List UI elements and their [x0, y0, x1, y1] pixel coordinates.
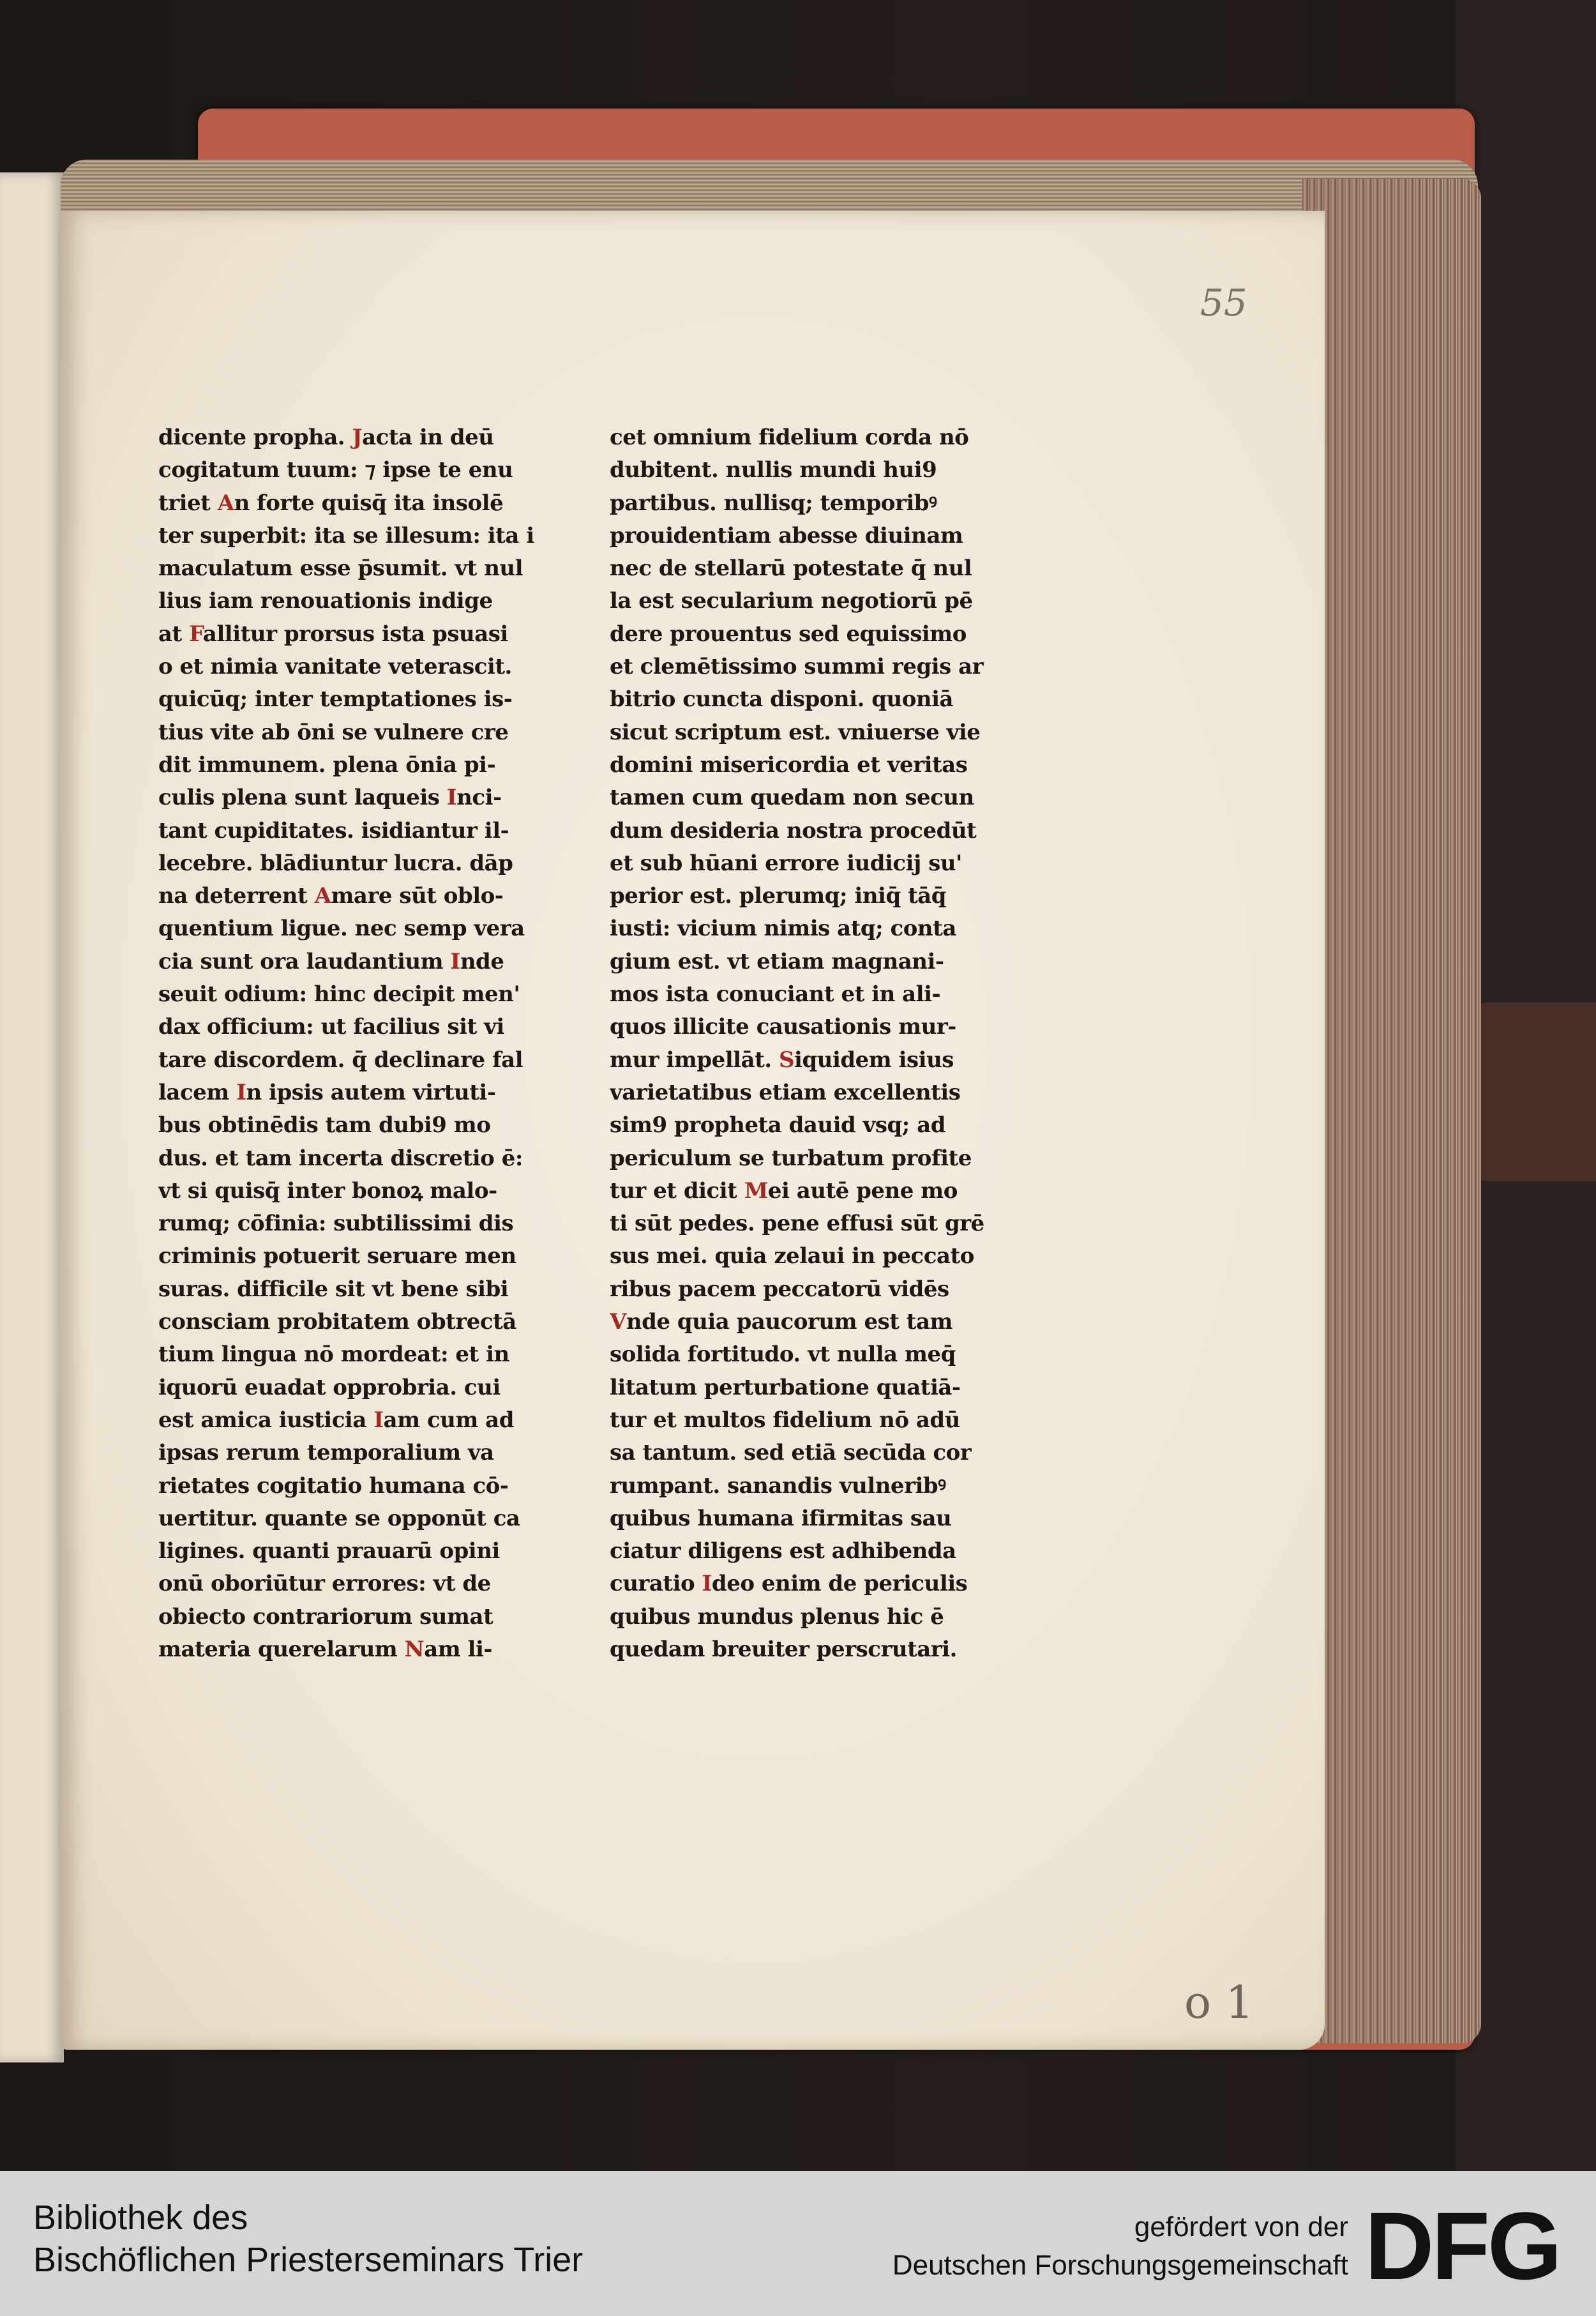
text-segment: domini misericordia et veritas — [610, 752, 968, 778]
text-line — [158, 1011, 541, 1043]
text-line — [610, 1207, 993, 1240]
text-segment: mos ista conuciant et in ali- — [610, 981, 941, 1008]
text-segment: ligines. quanti prauarū opini — [158, 1538, 500, 1564]
text-line — [158, 454, 541, 487]
text-segment: tare discordem. q̄ declinare fal — [158, 1047, 523, 1073]
text-segment: iquorū euadat opprobria. cui — [158, 1374, 501, 1400]
text-line — [610, 487, 993, 520]
text-segment: ciatur diligens est adhibenda — [610, 1538, 956, 1564]
text-segment: na deterrent — [158, 883, 315, 909]
text-line — [158, 1109, 541, 1142]
text-segment: maculatum esse p̄sumit. vt nul — [158, 556, 523, 582]
text-segment: sicut scriptum est. vniuerse vie — [610, 719, 981, 745]
page-block-fore-edge — [1302, 179, 1481, 2043]
folio-number: 55 — [1200, 281, 1247, 324]
text-line — [158, 880, 541, 912]
text-line — [610, 585, 993, 617]
text-line — [610, 1470, 993, 1502]
text-segment: lius iam renouationis indige — [158, 588, 493, 614]
text-line — [158, 1404, 541, 1437]
text-segment: et sub hūani errore iudicij su' — [610, 850, 962, 876]
text-segment: lecebre. blādiuntur lucra. dāp — [158, 850, 513, 876]
text-segment: dus. et tam incerta discretio ē: — [158, 1145, 523, 1171]
text-segment: nde quia paucorum est tam — [626, 1309, 953, 1335]
text-line — [610, 1633, 993, 1666]
text-line — [158, 782, 541, 814]
text-segment: rumpant. sanandis vulneribꝰ — [610, 1472, 946, 1499]
text-line — [158, 1372, 541, 1404]
text-segment: prouidentiam abesse diuinam — [610, 522, 963, 549]
rubricated-initial: S — [778, 1047, 795, 1073]
text-line — [158, 1633, 541, 1666]
text-line — [610, 1175, 993, 1207]
rubricated-initial: A — [314, 883, 331, 909]
text-line — [610, 552, 993, 585]
text-segment: tamen cum quedam non secun — [610, 785, 974, 811]
library-name-line2: Bischöflichen Priesterseminars Trier — [33, 2241, 583, 2279]
text-line — [158, 978, 541, 1011]
text-line — [610, 1502, 993, 1535]
text-segment: tur et multos fidelium nō adū — [610, 1407, 960, 1433]
text-segment: bus obtinēdis tam dubi9 mo — [158, 1112, 491, 1139]
text-line — [158, 651, 541, 683]
text-line — [158, 520, 541, 552]
text-segment: tium lingua nō mordeat: et in — [158, 1342, 509, 1368]
text-segment: uertitur. quante se opponūt ca — [158, 1505, 520, 1531]
text-segment: solida fortitudo. vt nulla meq̄ — [610, 1342, 956, 1368]
text-segment: ti sūt pedes. pene effusi sūt grē — [610, 1211, 984, 1237]
text-segment: rietates cogitatio humana cō- — [158, 1472, 509, 1499]
text-line — [610, 815, 993, 847]
text-segment: consciam probitatem obtrectā — [158, 1309, 516, 1335]
footer-bar — [0, 2171, 1596, 2316]
text-segment: allitur prorsus ista psuasi — [202, 621, 508, 647]
rubricated-initial: J — [352, 425, 363, 450]
text-segment: vt si quisq̄ inter bonoꝝ malo- — [158, 1177, 497, 1204]
text-segment: ribus pacem peccatorū vidēs — [610, 1276, 949, 1302]
rubricated-initial: I — [446, 785, 457, 811]
text-segment: ipsas rerum temporalium va — [158, 1440, 494, 1466]
text-segment: dax officium: ut facilius sit vi — [158, 1014, 504, 1040]
text-segment: bitrio cuncta disponi. quoniā — [610, 686, 954, 713]
text-line — [158, 1175, 541, 1207]
text-line — [610, 1273, 993, 1306]
text-segment: litatum perturbatione quatiā- — [610, 1374, 961, 1400]
text-line — [158, 1044, 541, 1077]
text-segment: seuit odium: hinc decipit men' — [158, 981, 520, 1008]
text-line — [610, 716, 993, 749]
text-segment: curatio — [610, 1571, 702, 1597]
text-line — [610, 1044, 993, 1077]
text-segment: acta in deū — [362, 425, 494, 450]
text-line — [610, 1011, 993, 1043]
dfg-logo: DFG — [1365, 2192, 1560, 2299]
rubricated-initial: M — [744, 1177, 768, 1204]
text-line — [158, 552, 541, 585]
text-segment: mare sūt oblo- — [331, 883, 504, 909]
text-segment: criminis potuerit seruare men — [158, 1243, 516, 1269]
text-line — [610, 618, 993, 651]
text-line — [158, 1306, 541, 1338]
text-segment: culis plena sunt laqueis — [158, 785, 447, 811]
text-line — [610, 946, 993, 978]
text-segment: periculum se turbatum profite — [610, 1145, 972, 1171]
text-line — [158, 1568, 541, 1600]
text-segment: ter superbit: ita se illesum: ita i — [158, 522, 534, 549]
text-line — [610, 421, 993, 454]
text-segment: sa tantum. sed etiā secūda cor — [610, 1440, 972, 1466]
text-line — [158, 1437, 541, 1469]
text-segment: dum desideria nostra procedūt — [610, 817, 977, 844]
text-segment: am li- — [424, 1636, 492, 1662]
text-segment: dere prouentus sed equissimo — [610, 621, 967, 647]
text-line — [610, 880, 993, 912]
text-segment: obiecto contrariorum sumat — [158, 1603, 493, 1630]
text-segment: sim9 propheta dauid vsq; ad — [610, 1112, 946, 1139]
text-line — [158, 1273, 541, 1306]
text-segment: partibus. nullisq; temporibꝰ — [610, 490, 937, 516]
text-line — [158, 946, 541, 978]
text-line — [158, 815, 541, 847]
text-line — [610, 651, 993, 683]
rubricated-initial: I — [373, 1407, 384, 1433]
text-segment: materia querelarum — [158, 1636, 405, 1662]
text-segment: perior est. plerumq; iniq̄ tāq̄ — [610, 883, 947, 909]
text-segment: tur et dicit — [610, 1177, 744, 1204]
funding-credit-line1: gefördert von der — [1134, 2211, 1348, 2243]
funding-credit-line2: Deutschen Forschungsgemeinschaft — [892, 2250, 1348, 2281]
leather-clasp-strap — [1475, 1003, 1596, 1181]
text-segment: quicūq; inter temptationes is- — [158, 686, 513, 713]
text-segment: deo enim de periculis — [711, 1571, 968, 1597]
text-segment: n ipsis autem virtuti- — [246, 1079, 496, 1105]
text-line — [158, 1338, 541, 1371]
text-line — [610, 1142, 993, 1175]
text-line — [610, 1535, 993, 1568]
text-line — [610, 1240, 993, 1273]
text-segment: am cum ad — [383, 1407, 514, 1433]
text-segment: ei autē pene mo — [767, 1177, 958, 1204]
text-segment: triet — [158, 490, 218, 516]
text-segment: nci- — [456, 785, 502, 811]
text-line — [610, 847, 993, 880]
text-segment: iquidem isius — [794, 1047, 954, 1073]
rubricated-initial: I — [450, 948, 460, 974]
rubricated-initial: N — [404, 1636, 425, 1662]
text-segment: n forte quisq̄ ita insolē — [234, 490, 504, 516]
text-line — [610, 978, 993, 1011]
text-segment: quibus mundus plenus hic ē — [610, 1603, 944, 1630]
text-segment: iusti: vicium nimis atq; conta — [610, 916, 956, 942]
rubricated-initial: V — [610, 1309, 626, 1335]
text-segment: cogitatum tuum: ⁊ ipse te enu — [158, 457, 513, 483]
text-line — [158, 1470, 541, 1502]
text-segment: onū oboriūtur errores: vt de — [158, 1571, 491, 1597]
text-segment: quibus humana ifirmitas sau — [610, 1505, 952, 1531]
text-line — [158, 421, 541, 454]
text-line — [158, 912, 541, 945]
text-segment: suras. difficile sit vt bene sibi — [158, 1276, 509, 1302]
text-segment: et clemētissimo summi regis ar — [610, 654, 984, 680]
text-segment: quos illicite causationis mur- — [610, 1014, 956, 1040]
library-name-line1: Bibliothek des — [33, 2199, 248, 2237]
rubricated-initial: A — [217, 490, 234, 516]
text-line — [158, 487, 541, 520]
text-line — [610, 1306, 993, 1338]
text-line — [610, 683, 993, 716]
text-line — [158, 618, 541, 651]
text-segment: dubitent. nullis mundi hui9 — [610, 457, 937, 483]
text-line — [158, 683, 541, 716]
text-line — [610, 1109, 993, 1142]
text-segment: mur impellāt. — [610, 1047, 779, 1073]
text-line — [158, 1502, 541, 1535]
text-line — [158, 1535, 541, 1568]
text-line — [158, 1207, 541, 1240]
facing-page-edge — [0, 172, 64, 2062]
signature-mark: o 1 — [1184, 1976, 1254, 2029]
text-line — [610, 1372, 993, 1404]
text-column-left — [158, 421, 541, 1666]
text-segment: la est secularium negotiorū pē — [610, 588, 973, 614]
text-segment: tant cupiditates. isidiantur il- — [158, 817, 509, 844]
text-segment: dicente propha. — [158, 425, 352, 450]
text-segment: gium est. vt etiam magnani- — [610, 948, 944, 974]
text-line — [158, 1077, 541, 1109]
funding-credit — [892, 2208, 1348, 2285]
text-line — [610, 454, 993, 487]
text-segment: nec de stellarū potestate q̄ nul — [610, 556, 972, 582]
text-line — [610, 749, 993, 782]
text-segment: cet omnium fidelium corda nō — [610, 425, 969, 450]
text-segment: lacem — [158, 1079, 237, 1105]
text-line — [158, 716, 541, 749]
text-segment: varietatibus etiam excellentis — [610, 1079, 961, 1105]
text-line — [610, 1568, 993, 1600]
library-name — [33, 2197, 583, 2281]
rubricated-initial: F — [189, 621, 203, 647]
text-segment: nde — [460, 948, 504, 974]
text-segment: tius vite ab ōni se vulnere cre — [158, 719, 509, 745]
text-line — [610, 1437, 993, 1469]
text-line — [158, 749, 541, 782]
text-segment: rumq; cōfinia: subtilissimi dis — [158, 1211, 514, 1237]
text-segment: est amica iusticia — [158, 1407, 374, 1433]
text-segment: sus mei. quia zelaui in peccato — [610, 1243, 974, 1269]
text-line — [610, 912, 993, 945]
text-segment: dit immunem. plena ōnia pi- — [158, 752, 496, 778]
text-line — [610, 1077, 993, 1109]
text-column-right — [610, 421, 993, 1666]
text-segment: at — [158, 621, 190, 647]
text-segment: quentium ligue. nec semp vera — [158, 916, 525, 942]
text-line — [610, 1601, 993, 1633]
text-line — [610, 782, 993, 814]
text-segment: quedam breuiter perscrutari. — [610, 1636, 957, 1662]
text-line — [158, 1240, 541, 1273]
text-line — [610, 1338, 993, 1371]
text-line — [158, 1142, 541, 1175]
text-line — [158, 1601, 541, 1633]
rubricated-initial: I — [702, 1571, 712, 1597]
text-line — [158, 847, 541, 880]
text-line — [610, 1404, 993, 1437]
text-segment: o et nimia vanitate veterascit. — [158, 654, 512, 680]
rubricated-initial: I — [236, 1079, 246, 1105]
text-line — [158, 585, 541, 617]
text-line — [610, 520, 993, 552]
text-segment: cia sunt ora laudantium — [158, 948, 451, 974]
